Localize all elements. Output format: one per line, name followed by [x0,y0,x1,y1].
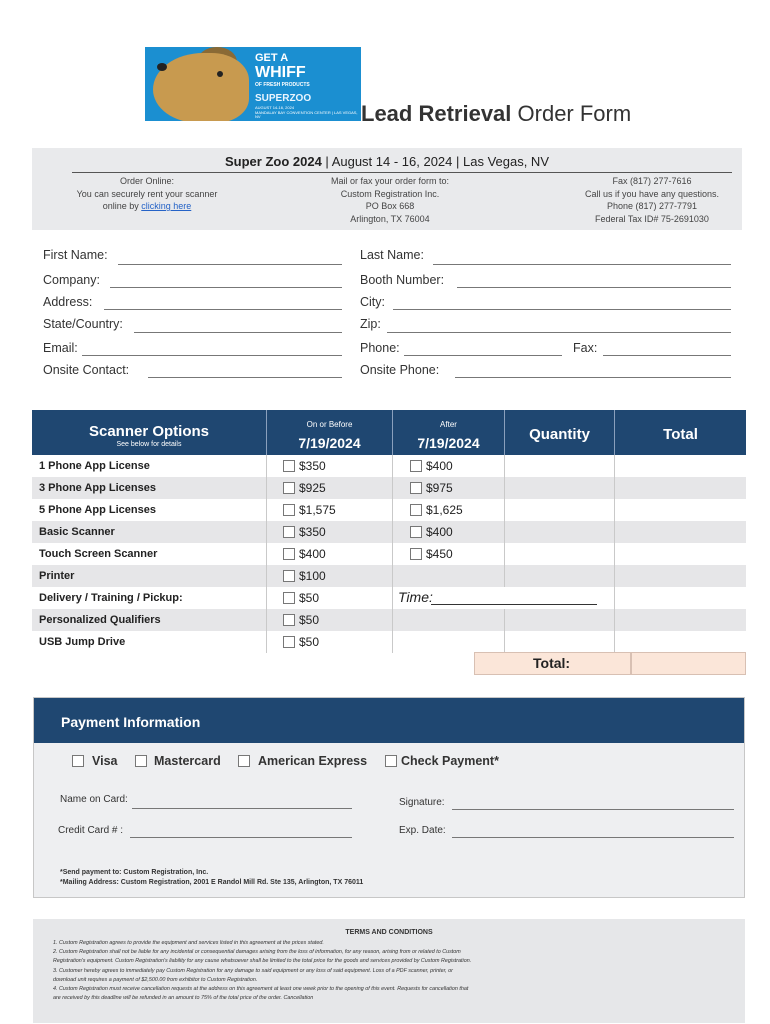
before-checkbox[interactable] [283,614,295,626]
cell-divider [392,521,393,543]
terms-item: 2. Custom Registration shall not be liable for any incidental or consequential damages arising from the loss of information, for any reason, arising from or related to Custom Registration's equipment. Custom Registration's liability for any cause whatsoever shall be limited to the total price for the goods and services provided by Custom Registration. [53,949,472,965]
dog-nose-graphic [157,63,167,71]
total-cell[interactable] [614,565,615,587]
after-checkbox[interactable] [410,526,422,538]
payment-note-mailing: *Mailing Address: Custom Registration, 2001 E Randol Mill Rd. Ste 135, Arlington, TX 76011 [60,879,364,886]
onsite-phone-label: Onsite Phone: [360,363,440,377]
option-name: USB Jump Drive [39,636,126,648]
contact-tax-id: Federal Tax ID# 75-2691030 [595,213,709,224]
name-on-card-label: Name on Card: [60,794,128,805]
cell-divider [392,455,393,477]
before-checkbox[interactable] [283,592,295,604]
grand-total-field[interactable] [631,652,746,675]
table-row [32,631,746,653]
banner-line1: GET A [255,52,289,64]
payment-note-send: *Send payment to: Custom Registration, Inc. [60,869,209,876]
after-price: $450 [426,547,453,561]
total-cell[interactable] [614,543,615,565]
event-line [32,154,742,169]
banner-venue: MANDALAY BAY CONVENTION CENTER | LAS VEGAS, NV [255,110,358,119]
visa-label: Visa [92,754,118,768]
quantity-cell[interactable] [504,565,505,587]
total-cell[interactable] [614,631,615,653]
header-quantity [504,410,614,455]
quantity-cell[interactable] [504,499,505,521]
before-checkbox[interactable] [283,526,295,538]
mail-info [315,175,465,225]
option-name: Personalized Qualifiers [39,614,161,626]
before-price: $50 [299,613,320,627]
amex-label: American Express [258,754,368,768]
quantity-cell[interactable] [504,477,505,499]
total-cell[interactable] [614,499,615,521]
header-before-label: On or Before [306,420,353,429]
after-checkbox[interactable] [410,548,422,560]
cell-divider [266,609,267,631]
quantity-cell[interactable] [504,543,505,565]
address-label: Address: [43,295,93,309]
total-label-cell [474,652,631,675]
header-after-date [392,410,504,455]
quantity-cell[interactable] [504,521,505,543]
time-field[interactable] [431,604,597,605]
state-country-field[interactable] [134,332,342,333]
payment-section [33,697,745,898]
terms-section [33,919,745,1023]
city-field[interactable] [393,309,731,310]
before-checkbox[interactable] [283,460,295,472]
before-price: $925 [299,481,326,495]
payment-title: Payment Information [34,698,744,743]
event-name: Super Zoo 2024 [225,154,322,169]
cell-divider [392,499,393,521]
company-label: Company: [43,273,100,287]
quantity-cell[interactable] [504,631,505,653]
after-price: $1,625 [426,503,463,517]
signature-field[interactable] [452,809,734,810]
quantity-cell[interactable] [504,455,505,477]
order-info-box [32,148,742,230]
terms-item: 4. Custom Registration must receive cancellation requests at the address on this agreement at least one week prior to the opening of this event. Requests for cancellation that are received by this deadline will be refunded in an amount to 75% of the total price of the order. Cancellation [53,986,469,1002]
title-rest: Order Form [511,101,632,126]
info-divider [72,172,732,173]
cell-divider [266,477,267,499]
online-line2: You can securely rent your scanner [76,188,218,199]
cell-divider [392,477,393,499]
option-name: 1 Phone App License [39,460,150,472]
credit-card-label: Credit Card # : [58,825,124,836]
contact-phone: Phone (817) 277-7791 [606,201,698,211]
before-price: $350 [299,525,326,539]
option-name: 5 Phone App Licenses [39,504,156,516]
cell-divider [266,543,267,565]
before-price: $1,575 [299,503,336,517]
order-online-info [62,175,232,213]
cell-divider [266,455,267,477]
banner-brand: SUPERZOO [255,93,312,104]
header-after-label: After [440,420,457,429]
email-label: Email: [43,341,78,355]
signature-label: Signature: [399,797,445,808]
mail-line3: PO Box 668 [365,201,415,211]
mail-line1: Mail or fax your order form to: [330,176,450,186]
title-bold: Lead Retrieval [361,101,512,126]
table-row [32,565,746,587]
superzoo-banner [145,47,361,121]
header-before-date-value: 7/19/2024 [298,435,361,451]
cell-divider [392,609,393,631]
table-row [32,543,746,565]
online-line3-text: online by [102,201,142,211]
onsite-contact-label: Onsite Contact: [43,363,130,377]
check-payment-label: Check Payment* [401,754,499,768]
header-before-date [266,410,392,455]
total-cell[interactable] [614,521,615,543]
quantity-cell[interactable] [504,609,505,631]
online-line3 [62,200,232,213]
header-quantity-label: Quantity [529,426,590,443]
mastercard-checkbox[interactable] [135,755,147,767]
before-price: $50 [299,635,320,649]
online-line1: Order Online: [119,176,175,186]
fax-field[interactable] [603,355,731,356]
option-name: Printer [39,570,75,582]
before-price: $100 [299,569,326,583]
header-scanner-options [32,410,266,455]
before-price: $400 [299,547,326,561]
before-checkbox[interactable] [283,548,295,560]
cell-divider [392,631,393,653]
total-cell[interactable] [614,477,615,499]
total-cell[interactable] [614,587,615,609]
option-name: Touch Screen Scanner [39,548,158,560]
total-cell[interactable] [614,609,615,631]
banner-line2: WHIFF [255,64,306,81]
onsite-phone-field[interactable] [455,377,731,378]
total-label: Total: [533,655,571,671]
table-row [32,499,746,521]
header-total [614,410,746,455]
before-checkbox[interactable] [283,482,295,494]
cell-divider [266,565,267,587]
mastercard-label: Mastercard [154,754,221,768]
booth-number-field[interactable] [457,287,731,288]
table-row [32,521,746,543]
terms-body [53,939,473,1003]
terms-item: 1. Custom Registration agrees to provide the equipment and services listed in this agreement at the prices stated. [53,940,324,946]
phone-label: Phone: [360,341,400,355]
fax-label: Fax: [573,341,598,355]
mail-line4: Arlington, TX 76004 [350,213,430,224]
total-cell[interactable] [614,455,615,477]
table-row [32,455,746,477]
cell-divider [266,499,267,521]
last-name-label: Last Name: [360,248,424,262]
before-price: $50 [299,591,320,605]
online-order-link[interactable]: clicking here [141,201,192,211]
after-price: $975 [426,481,453,495]
visa-checkbox[interactable] [72,755,84,767]
after-checkbox[interactable] [410,460,422,472]
before-price: $350 [299,459,326,473]
before-checkbox[interactable] [283,570,295,582]
banner-line3: OF FRESH PRODUCTS [255,82,310,88]
after-price: $400 [426,459,453,473]
cell-divider [266,631,267,653]
check-payment-checkbox[interactable] [385,755,397,767]
dog-graphic [153,53,249,121]
zip-field[interactable] [387,332,731,333]
cell-divider [266,587,267,609]
terms-item: 3. Customer hereby agrees to immediately pay Custom Registration for any damage to said equipment or any loss of said equipment. Loss of a PDF scanner, printer, or download unit requires a payment of $2,500.00 from exhibitor to Custom Registration. [53,967,453,983]
banner-text [255,53,361,119]
name-on-card-field[interactable] [132,808,352,809]
before-checkbox[interactable] [283,636,295,648]
table-row [32,609,746,631]
banner-dates: AUGUST 14-16, 2024 [255,105,295,110]
option-name: Basic Scanner [39,526,115,538]
state-country-label: State/Country: [43,317,123,331]
event-details: | August 14 - 16, 2024 | Las Vegas, NV [321,154,549,169]
first-name-label: First Name: [43,248,108,262]
after-price: $400 [426,525,453,539]
mail-line2: Custom Registration Inc. [340,188,440,199]
before-checkbox[interactable] [283,504,295,516]
credit-card-field[interactable] [130,837,352,838]
dog-eye-graphic [217,71,223,77]
email-field[interactable] [82,355,342,356]
header-scanner-options-title: Scanner Options [88,423,210,440]
table-row [32,477,746,499]
after-checkbox[interactable] [410,482,422,494]
cell-divider [392,543,393,565]
last-name-field[interactable] [433,264,731,265]
address-field[interactable] [104,309,342,310]
header-total-label: Total [663,426,698,443]
phone-field[interactable] [404,355,562,356]
terms-title: TERMS AND CONDITIONS [345,929,433,936]
amex-checkbox[interactable] [238,755,250,767]
zip-label: Zip: [360,317,381,331]
city-label: City: [360,295,385,309]
cell-divider [392,565,393,587]
company-field[interactable] [110,287,342,288]
cell-divider [392,587,393,609]
contact-fax: Fax (817) 277-7616 [612,176,692,186]
cell-divider [266,521,267,543]
time-label: Time: [398,589,433,605]
exp-date-field[interactable] [452,837,734,838]
header-scanner-options-sub: See below for details [116,441,182,448]
option-name: 3 Phone App Licenses [39,482,156,494]
page-title [361,101,631,127]
booth-number-label: Booth Number: [360,273,445,287]
table-header [32,410,746,455]
table-row [32,587,746,609]
header-after-date-value: 7/19/2024 [417,435,480,451]
contact-info [572,175,732,225]
contact-line2: Call us if you have any questions. [584,188,720,199]
onsite-contact-field[interactable] [148,377,342,378]
option-name: Delivery / Training / Pickup: [39,592,183,604]
exp-date-label: Exp. Date: [399,825,446,836]
after-checkbox[interactable] [410,504,422,516]
first-name-field[interactable] [118,264,342,265]
